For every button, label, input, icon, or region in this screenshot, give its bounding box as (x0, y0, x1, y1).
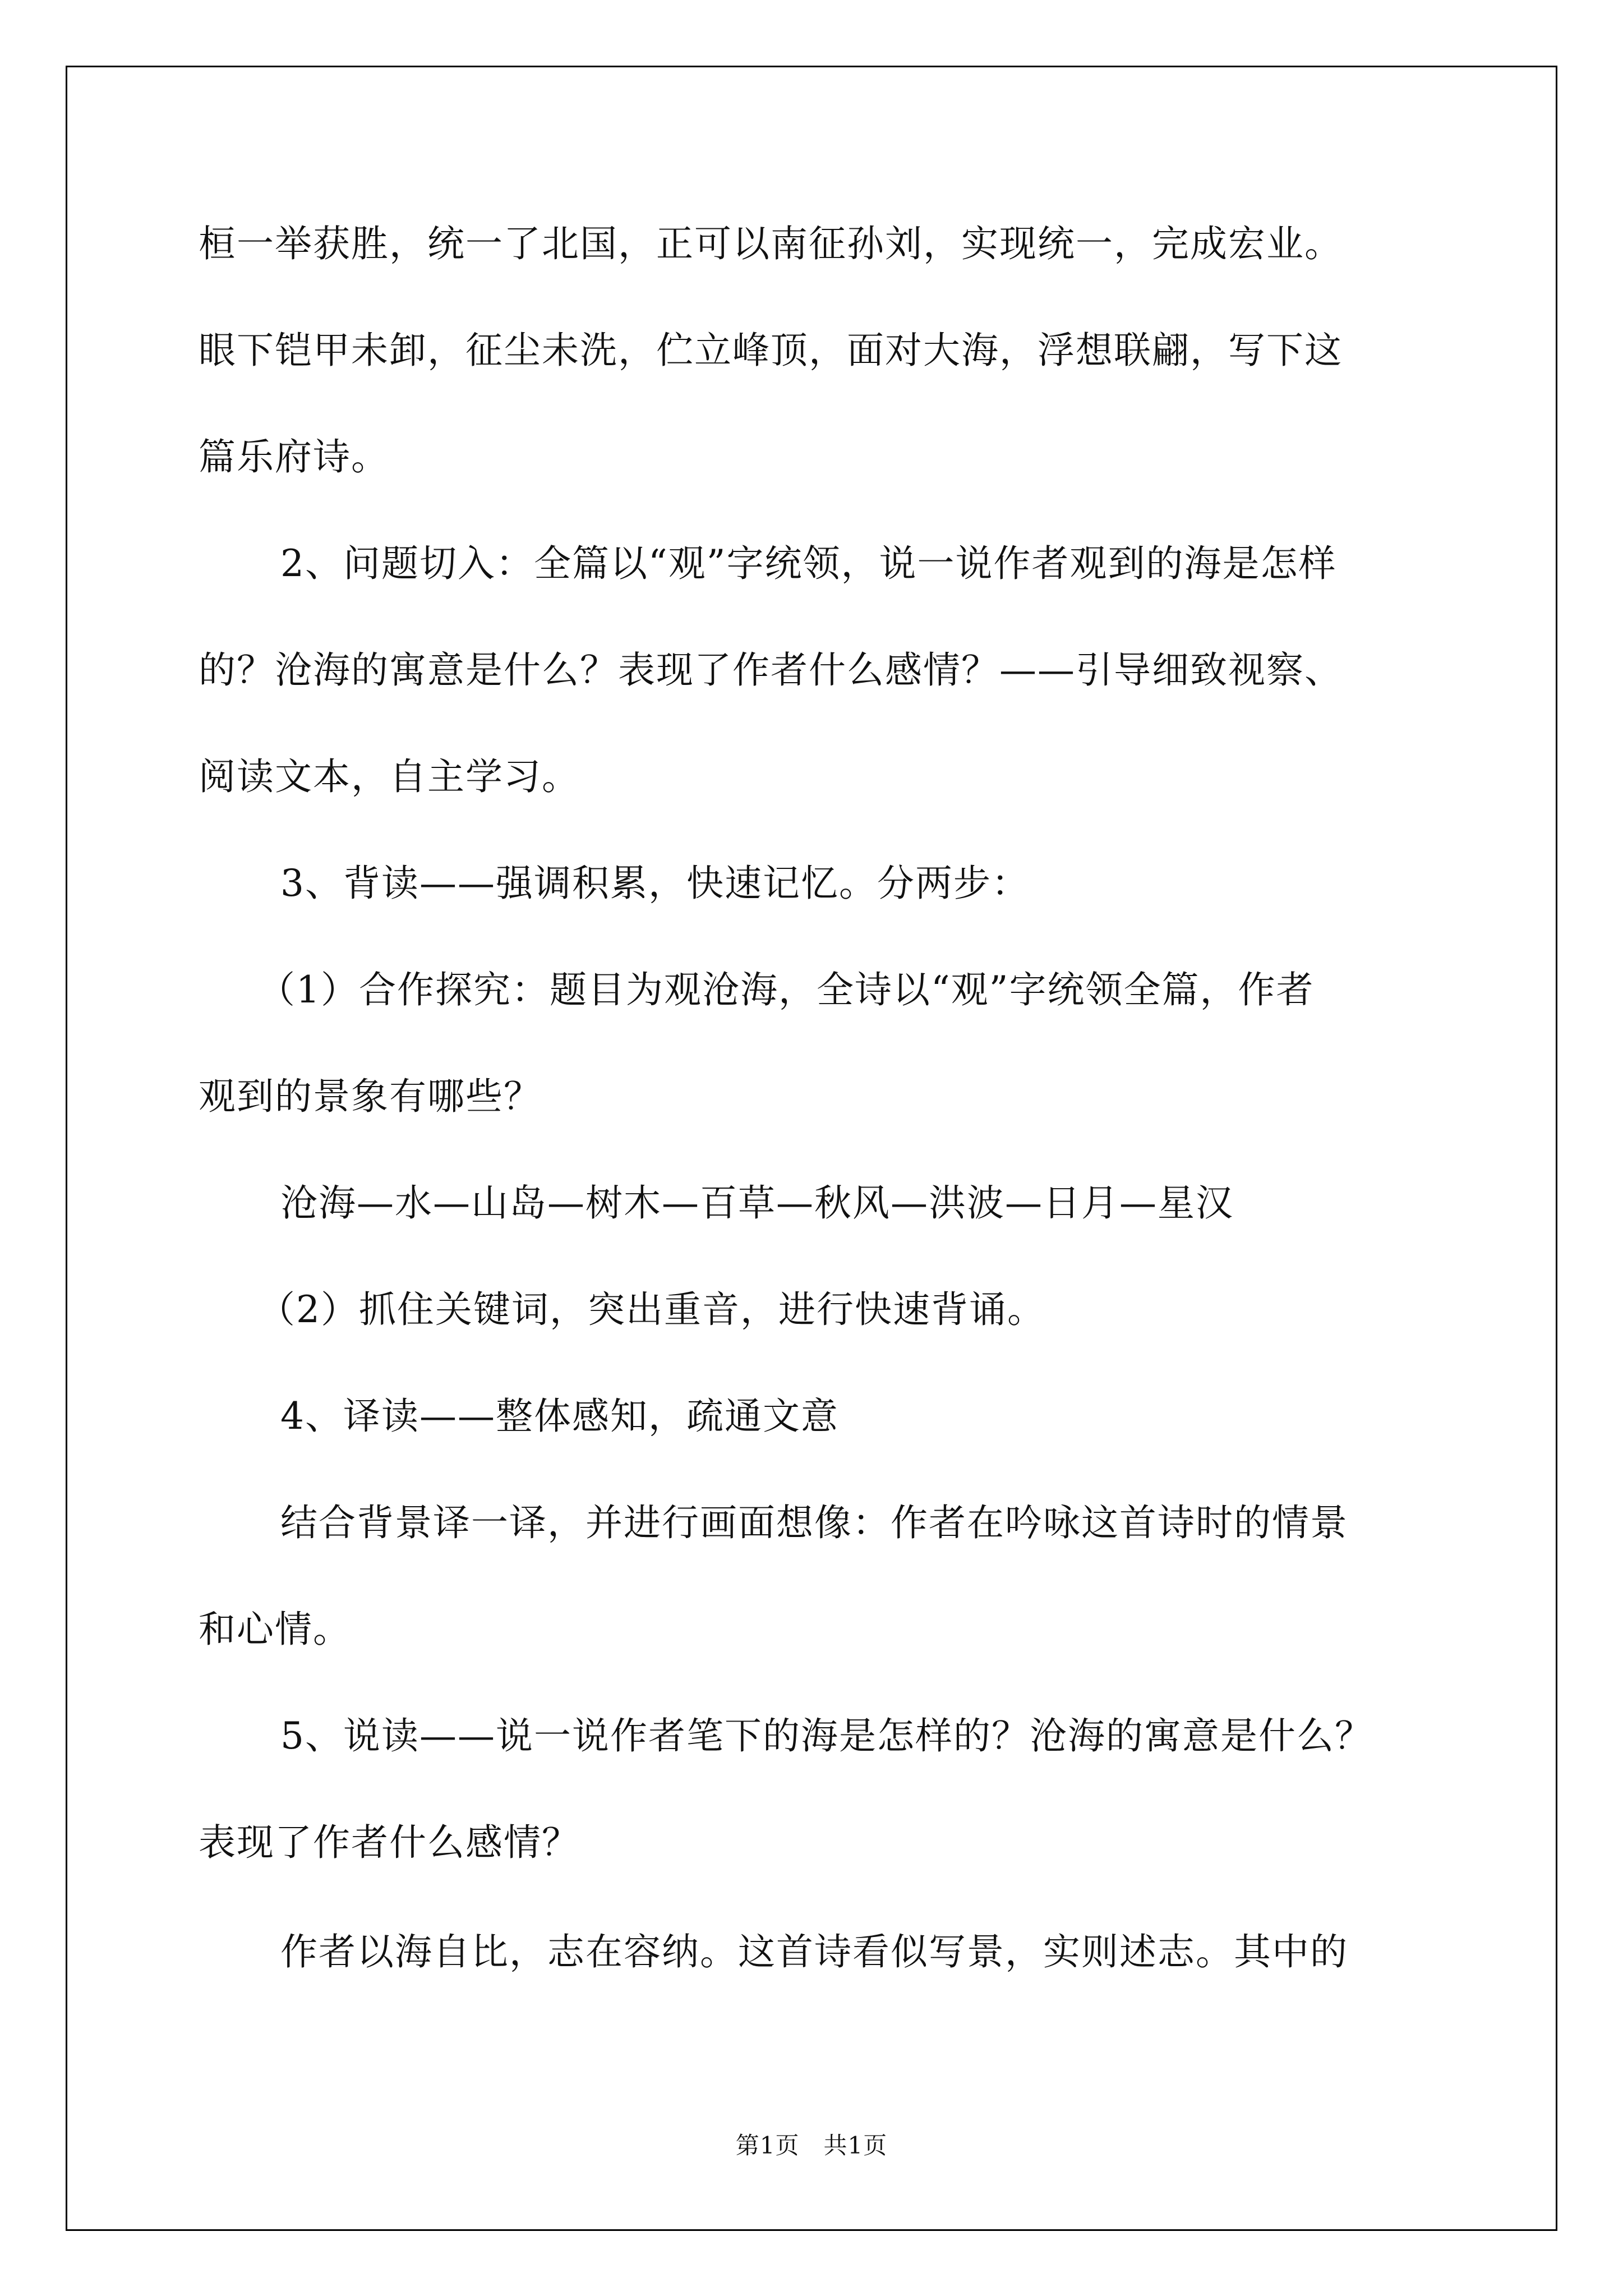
text-line-15: 5、说读——说一说作者笔下的海是怎样的？沧海的寓意是什么？ (280, 1714, 1373, 1757)
text-line-10: 沧海—水—山岛—树木—百草—秋风—洪波—日月—星汉 (280, 1181, 1234, 1225)
text-line-1: 桓一举获胜，统一了北国，正可以南征孙刘，实现统一，完成宏业。 (199, 222, 1343, 265)
text-line-9: 观到的景象有哪些？ (199, 1075, 542, 1118)
text-line-8: （1）合作探究：题目为观沧海，全诗以“观”字统领全篇，作者 (258, 968, 1315, 1011)
text-line-14: 和心情。 (199, 1608, 351, 1651)
text-line-13: 结合背景译一译，并进行画面想像：作者在吟咏这首诗时的情景 (280, 1501, 1348, 1544)
page-border (66, 66, 1557, 2231)
text-line-16: 表现了作者什么感情？ (199, 1821, 580, 1864)
text-line-11: （2）抓住关键词，突出重音，进行快速背诵。 (258, 1288, 1045, 1331)
text-line-6: 阅读文本，自主学习。 (199, 755, 580, 798)
text-line-2: 眼下铠甲未卸，征尘未洗，伫立峰顶，面对大海，浮想联翩，写下这 (199, 329, 1343, 372)
text-line-3: 篇乐府诗。 (199, 435, 389, 478)
page-footer: 第1页 共1页 (735, 2132, 888, 2159)
text-line-17: 作者以海自比，志在容纳。这首诗看似写景，实则述志。其中的 (280, 1930, 1348, 1973)
text-line-5: 的？沧海的寓意是什么？表现了作者什么感情？——引导细致视察、 (199, 648, 1343, 692)
text-line-4: 2、问题切入：全篇以“观”字统领，说一说作者观到的海是怎样 (280, 542, 1337, 585)
text-line-7: 3、背读——强调积累，快速记忆。分两步： (280, 862, 1030, 905)
text-line-12: 4、译读——整体感知，疏通文意 (280, 1395, 839, 1438)
